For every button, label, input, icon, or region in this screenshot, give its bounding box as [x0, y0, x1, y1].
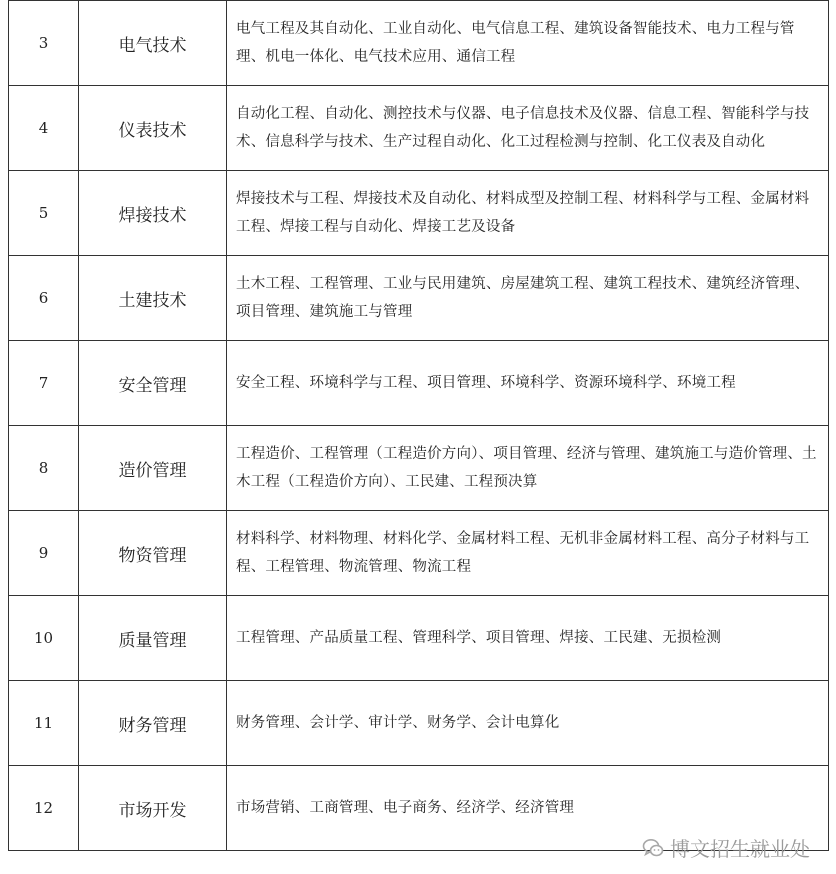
watermark [642, 833, 810, 862]
row-number: 12 [9, 766, 79, 851]
row-category: 焊接技术 [79, 171, 227, 256]
table-row [9, 511, 829, 596]
table-row [9, 171, 829, 256]
row-majors: 土木工程、工程管理、工业与民用建筑、房屋建筑工程、建筑工程技术、建筑经济管理、项目管理、建筑施工与管理 [227, 256, 829, 341]
row-number: 4 [9, 86, 79, 171]
row-majors: 财务管理、会计学、审计学、财务学、会计电算化 [227, 681, 829, 766]
row-number: 3 [9, 1, 79, 86]
table-row [9, 256, 829, 341]
watermark-text: 博文招生就业处 [670, 837, 810, 861]
row-category: 财务管理 [79, 681, 227, 766]
majors-table-container [8, 0, 829, 866]
row-category: 电气技术 [79, 1, 227, 86]
row-majors: 工程管理、产品质量工程、管理科学、项目管理、焊接、工民建、无损检测 [227, 596, 829, 681]
table-row [9, 681, 829, 766]
table-row [9, 86, 829, 171]
row-number: 9 [9, 511, 79, 596]
table-row [9, 596, 829, 681]
row-number: 11 [9, 681, 79, 766]
row-number: 7 [9, 341, 79, 426]
table-row [9, 341, 829, 426]
row-majors: 电气工程及其自动化、工业自动化、电气信息工程、建筑设备智能技术、电力工程与管理、机电一体化、电气技术应用、通信工程 [227, 1, 829, 86]
row-category: 物资管理 [79, 511, 227, 596]
row-category: 安全管理 [79, 341, 227, 426]
row-majors: 材料科学、材料物理、材料化学、金属材料工程、无机非金属材料工程、高分子材料与工程、工程管理、物流管理、物流工程 [227, 511, 829, 596]
table-row [9, 1, 829, 86]
majors-table [8, 0, 829, 851]
row-category: 市场开发 [79, 766, 227, 851]
row-category: 质量管理 [79, 596, 227, 681]
row-category: 仪表技术 [79, 86, 227, 171]
row-number: 8 [9, 426, 79, 511]
row-category: 土建技术 [79, 256, 227, 341]
wechat-icon [642, 837, 664, 859]
row-category: 造价管理 [79, 426, 227, 511]
row-majors: 焊接技术与工程、焊接技术及自动化、材料成型及控制工程、材料科学与工程、金属材料工程、焊接工程与自动化、焊接工艺及设备 [227, 171, 829, 256]
table-row [9, 426, 829, 511]
row-number: 6 [9, 256, 79, 341]
row-majors: 安全工程、环境科学与工程、项目管理、环境科学、资源环境科学、环境工程 [227, 341, 829, 426]
row-number: 5 [9, 171, 79, 256]
row-majors: 工程造价、工程管理（工程造价方向）、项目管理、经济与管理、建筑施工与造价管理、土木工程（工程造价方向）、工民建、工程预决算 [227, 426, 829, 511]
row-majors: 自动化工程、自动化、测控技术与仪器、电子信息技术及仪器、信息工程、智能科学与技术、信息科学与技术、生产过程自动化、化工过程检测与控制、化工仪表及自动化 [227, 86, 829, 171]
row-majors: 市场营销、工商管理、电子商务、经济学、经济管理 [227, 766, 829, 851]
row-number: 10 [9, 596, 79, 681]
